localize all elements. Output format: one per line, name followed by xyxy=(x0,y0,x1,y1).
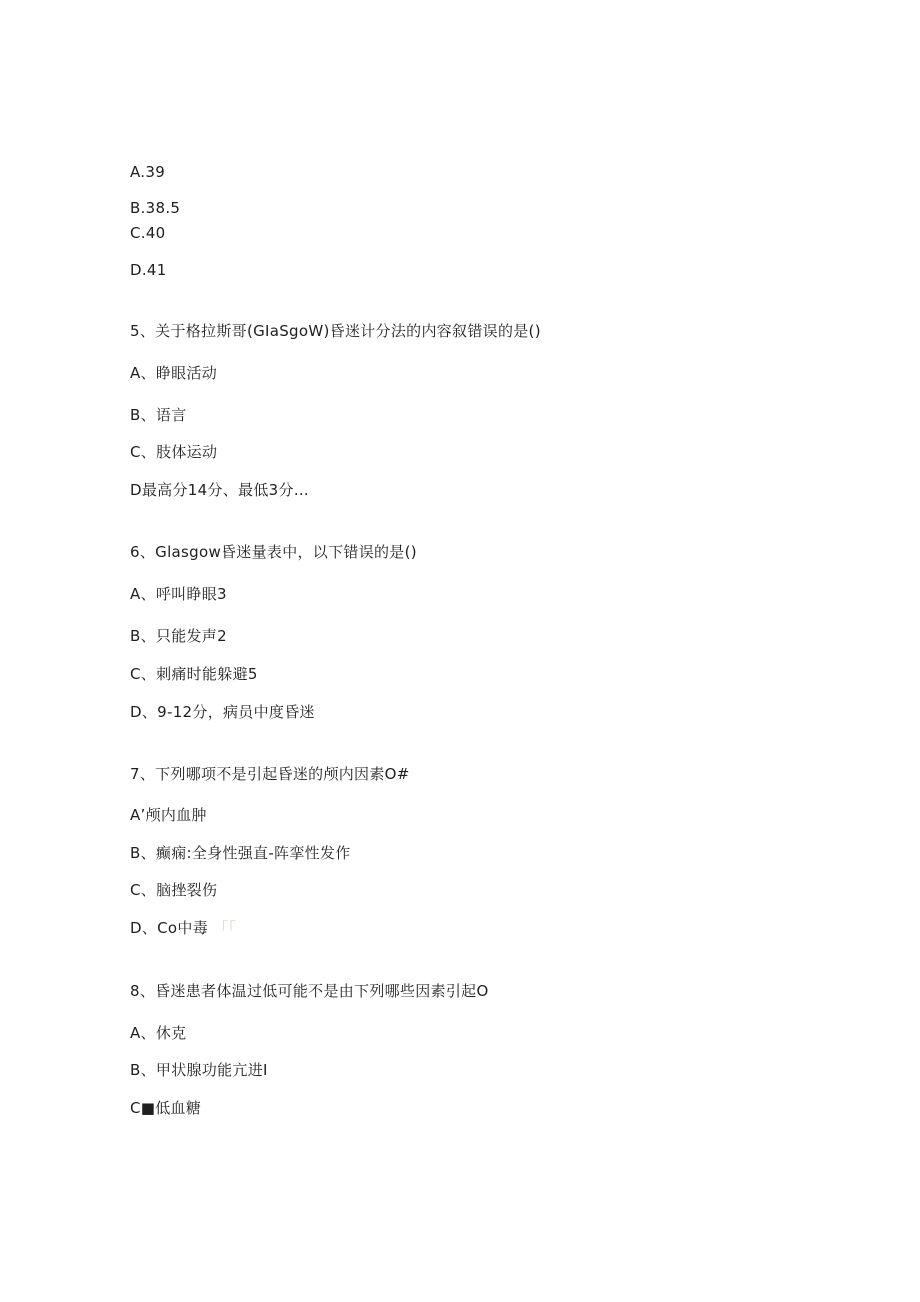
q6-option-a: A、呼叫睁眼3 xyxy=(130,585,227,603)
q5-option-b: B、语言 xyxy=(130,406,187,424)
q6-option-d: D、9-12分，病员中度昏迷 xyxy=(130,703,315,721)
q5-option-d: D最高分14分、最低3分… xyxy=(130,481,310,499)
q5-question: 5、关于格拉斯哥(GIaSgoW)昏迷计分法的内容叙错误的是() xyxy=(130,322,541,340)
q4-option-b: B.38.5 xyxy=(130,199,181,217)
q8-option-c: C■低血糖 xyxy=(130,1099,202,1117)
q7-option-d xyxy=(130,919,236,937)
q4-option-d: D.41 xyxy=(130,261,167,279)
q5-option-a: A、睁眼活动 xyxy=(130,364,218,382)
q8-question: 8、昏迷患者体温过低可能不是由下列哪些因素引起O xyxy=(130,982,489,1000)
q6-option-c: C、刺痛时能躲避5 xyxy=(130,665,258,683)
q7-question: 7、下列哪项不是引起昏迷的颅内因素O# xyxy=(130,765,410,783)
q4-option-a: A.39 xyxy=(130,163,166,181)
q7-option-c: C、脑挫裂伤 xyxy=(130,881,218,899)
q7-option-d-text: D、Co中毒 xyxy=(130,919,209,937)
q4-option-c: C.40 xyxy=(130,224,166,242)
q5-option-c: C、肢体运动 xyxy=(130,443,218,461)
q7-option-d-mark: 「「 xyxy=(213,919,237,937)
q6-option-b: B、只能发声2 xyxy=(130,627,227,645)
q7-option-a: A’颅内血肿 xyxy=(130,806,207,824)
q8-option-b: B、甲状腺功能亢进I xyxy=(130,1061,268,1079)
q7-option-b: B、癫痫:全身性强直-阵挛性发作 xyxy=(130,844,351,862)
q8-option-a: A、休克 xyxy=(130,1024,187,1042)
q6-question: 6、Glasgow昏迷量表中，以下错误的是() xyxy=(130,543,417,561)
